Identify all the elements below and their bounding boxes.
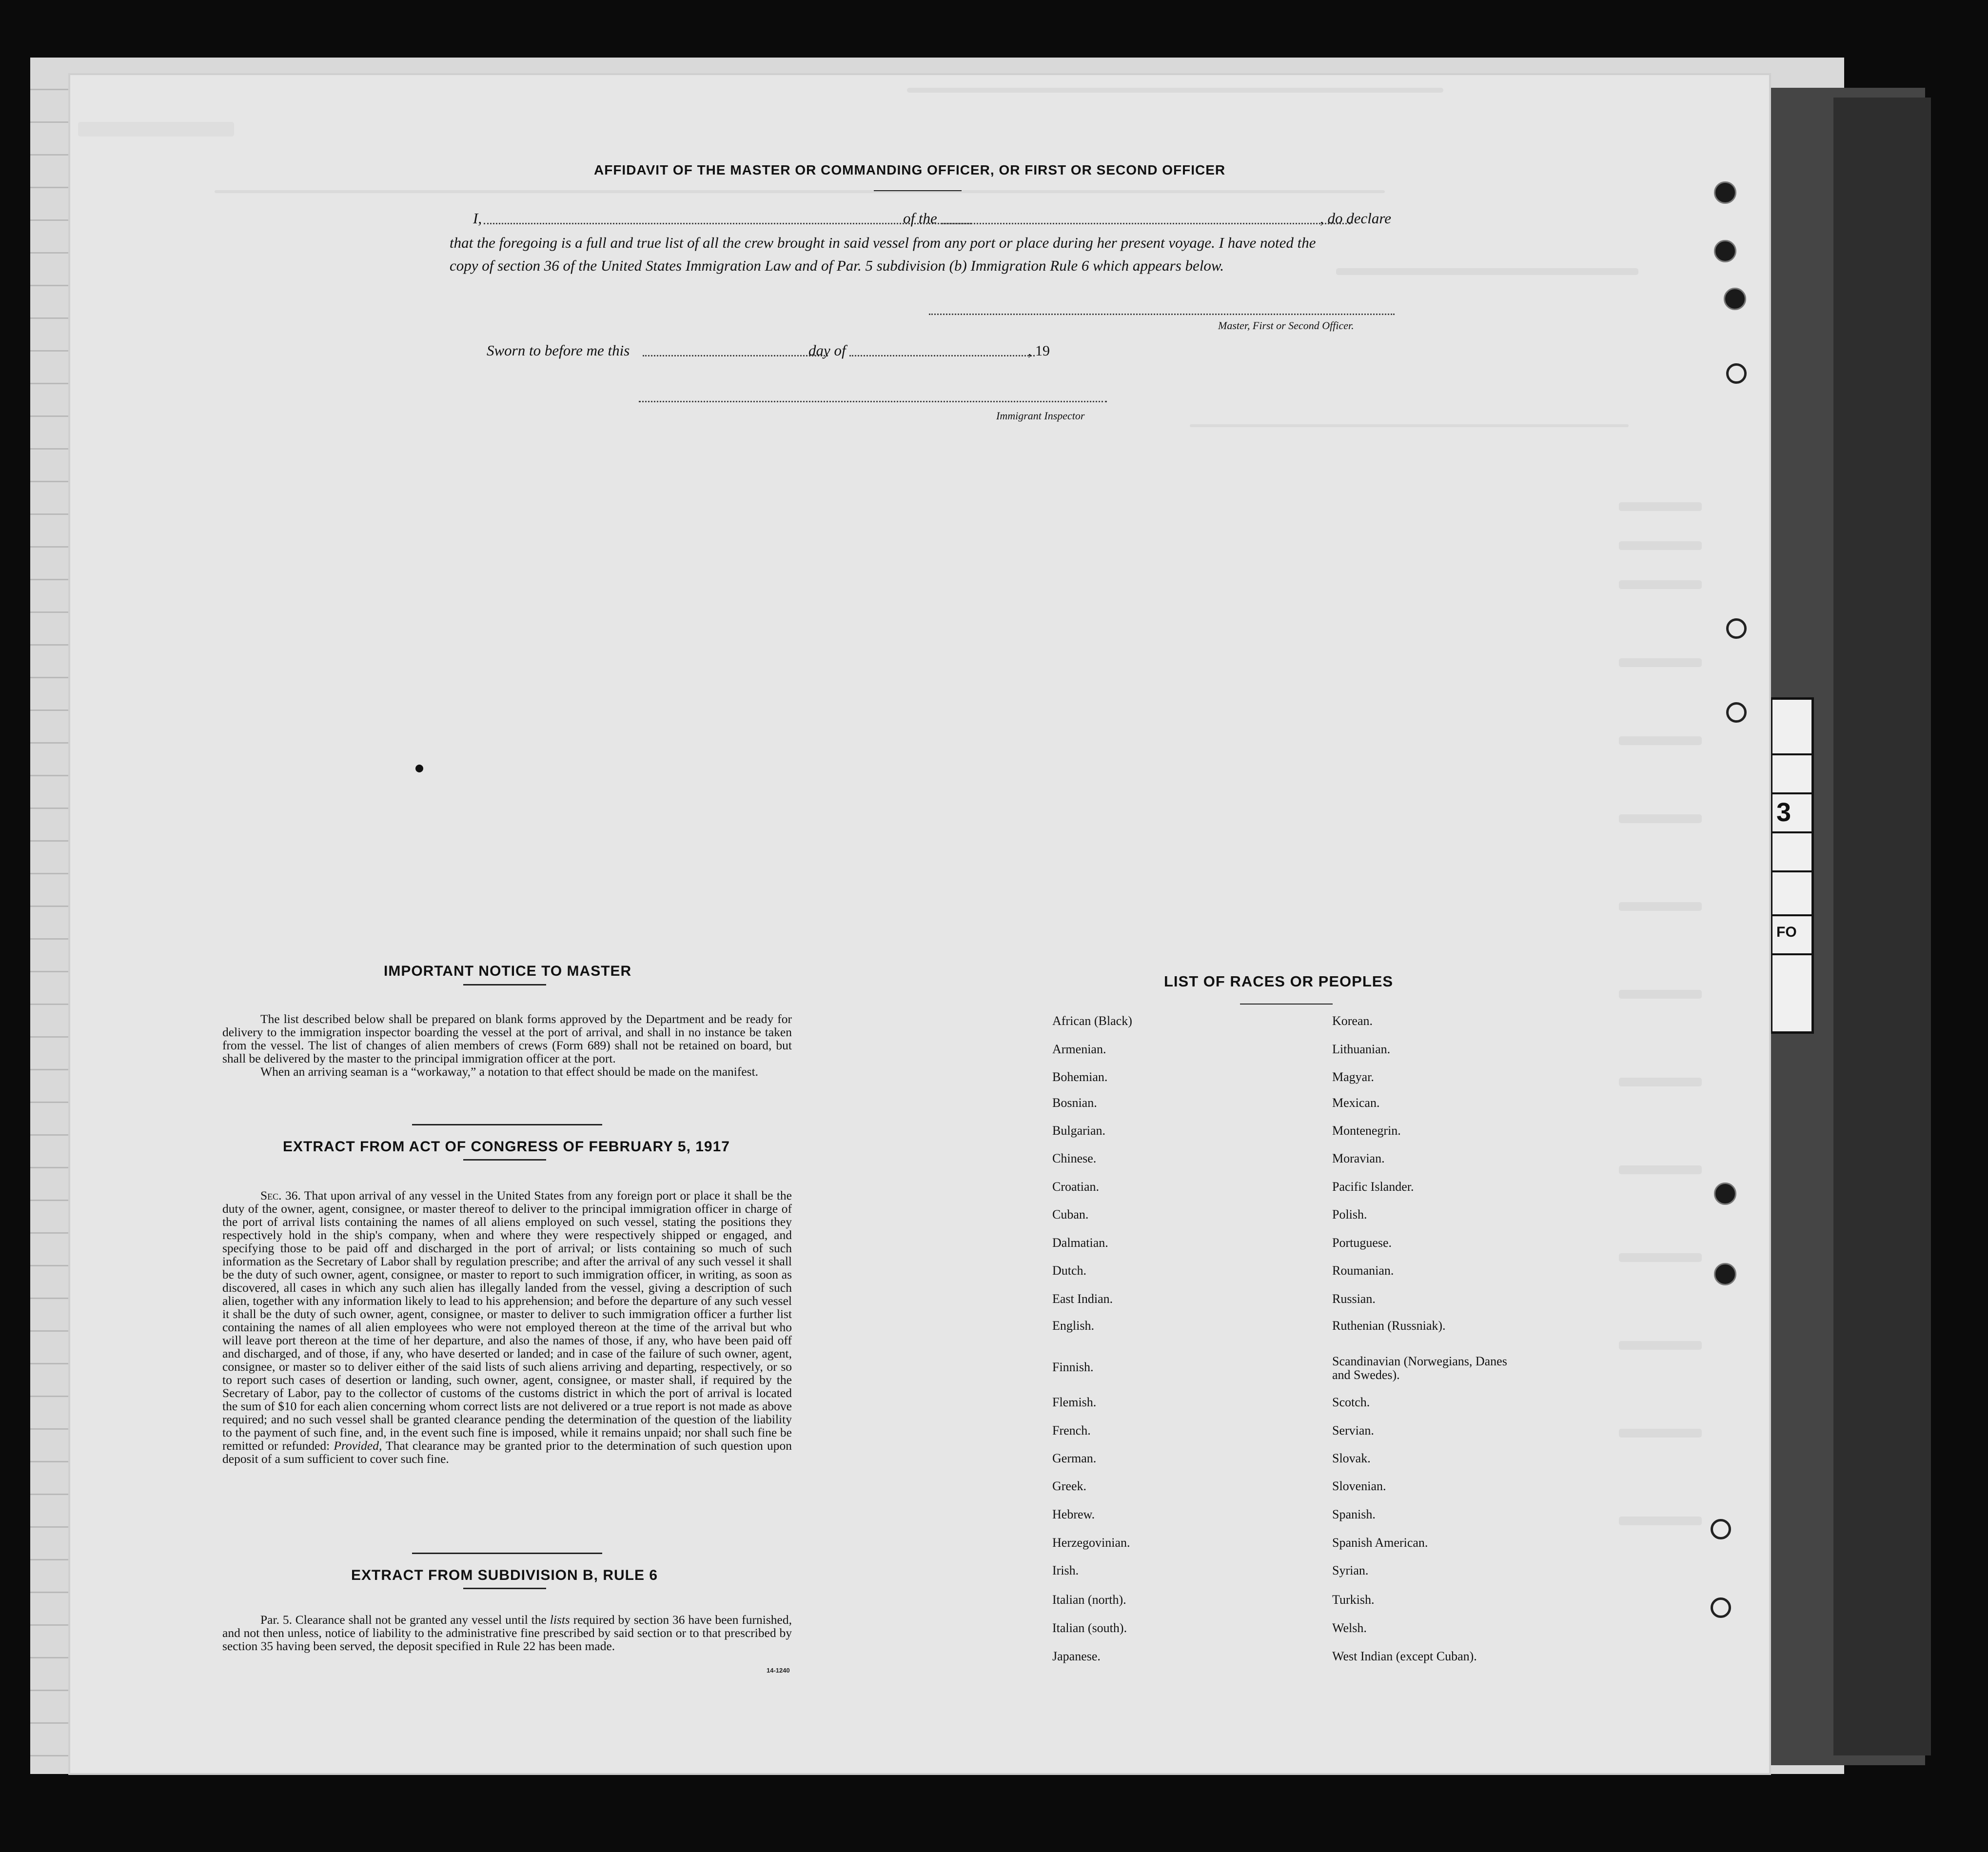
- race-entry: Greek.: [1052, 1479, 1087, 1493]
- race-entry: Bosnian.: [1052, 1096, 1097, 1110]
- race-entry: West Indian (except Cuban).: [1332, 1649, 1477, 1663]
- bleed-through-entry: [1619, 502, 1702, 511]
- master-name-blank[interactable]: [484, 223, 971, 224]
- race-entry: Pacific Islander.: [1332, 1180, 1414, 1194]
- stub-rule: [1772, 792, 1811, 794]
- bleed-through-entry: [1619, 580, 1702, 589]
- officer-signature-caption: Master, First or Second Officer.: [1218, 319, 1354, 332]
- race-entry: Irish.: [1052, 1563, 1079, 1577]
- race-entry: Moravian.: [1332, 1151, 1385, 1165]
- race-entry: Spanish.: [1332, 1507, 1376, 1521]
- race-entry: Italian (south).: [1052, 1621, 1127, 1635]
- race-entry: Welsh.: [1332, 1621, 1367, 1635]
- manifest-back-page: [68, 73, 1771, 1775]
- title-rule: [874, 190, 962, 191]
- race-entry: Spanish American.: [1332, 1536, 1428, 1550]
- race-entry: Roumanian.: [1332, 1263, 1394, 1278]
- race-entry: Dutch.: [1052, 1263, 1087, 1278]
- section-divider: [412, 1553, 602, 1554]
- binder-hole-icon: [1714, 240, 1736, 262]
- stub-rule: [1772, 953, 1811, 955]
- race-entry: Servian.: [1332, 1423, 1374, 1438]
- binder-hole-icon: [1726, 618, 1747, 639]
- race-entry: Bulgarian.: [1052, 1123, 1106, 1138]
- rule6-body: [222, 1613, 792, 1653]
- bleed-through-entry: [1619, 1253, 1702, 1262]
- notice-title: IMPORTANT NOTICE TO MASTER: [384, 963, 632, 979]
- vessel-name-blank[interactable]: [941, 223, 1351, 224]
- notice-paragraph: The list described below shall be prepared on blank forms approved by the Department and be ready for delivery to the immigration inspector boarding the vessel at the port of arrival, and shall in no instance be taken from the vessel. The list of changes of alien members of crews (Form 689) shall not be retained on board, but shall be delivered by the master to the principal immigration officer at the port.: [222, 1012, 792, 1065]
- race-entry: Slovenian.: [1332, 1479, 1386, 1493]
- race-entry: Chinese.: [1052, 1151, 1097, 1165]
- bleed-through-line: [1190, 424, 1629, 427]
- day-of-label: day of: [808, 342, 846, 359]
- bleed-through-entry: [1619, 990, 1702, 999]
- binder-hole-icon: [1711, 1519, 1731, 1539]
- bleed-through-entry: [1619, 541, 1702, 550]
- bleed-through-entry: [1619, 1429, 1702, 1438]
- bleed-through-entry: [1619, 902, 1702, 911]
- sworn-month-blank[interactable]: [849, 355, 1035, 356]
- race-entry: Lithuanian.: [1332, 1042, 1391, 1056]
- act-section-text-end: That clearance may be granted prior to the determination of such question upon deposit of a sum sufficient to cover such fine.: [222, 1438, 792, 1466]
- race-entry: Japanese.: [1052, 1649, 1101, 1663]
- bleed-through-entry: [1619, 1078, 1702, 1086]
- sworn-day-blank[interactable]: [643, 355, 828, 356]
- race-entry: Portuguese.: [1332, 1236, 1392, 1250]
- race-entry: Slovak.: [1332, 1451, 1371, 1465]
- binder-hole-icon: [1724, 288, 1746, 310]
- stub-rule: [1772, 753, 1811, 755]
- notice-paragraph: When an arriving seaman is a “workaway,” a notation to that effect should be made on the manifest.: [260, 1064, 759, 1079]
- race-entry: Herzegovinian.: [1052, 1536, 1130, 1550]
- bleed-through-entry: [1619, 1165, 1702, 1174]
- affidavit-do-declare: , do declare: [1320, 210, 1392, 227]
- rule6-title: EXTRACT FROM SUBDIVISION B, RULE 6: [351, 1567, 658, 1583]
- rule6-lists-word: lists: [550, 1613, 570, 1627]
- race-entry: Hebrew.: [1052, 1507, 1095, 1521]
- act-title: EXTRACT FROM ACT OF CONGRESS OF FEBRUARY 5, 1917: [283, 1139, 730, 1155]
- binder-hole-icon: [1711, 1597, 1731, 1618]
- officer-signature-blank[interactable]: [929, 314, 1395, 315]
- race-entry: Cuban.: [1052, 1207, 1089, 1222]
- act-provided-label: Provided,: [334, 1438, 382, 1453]
- race-entry: Mexican.: [1332, 1096, 1380, 1110]
- rule6-text: Par. 5. Clearance shall not be granted any vessel until the: [260, 1613, 547, 1627]
- title-rule: [1240, 1004, 1333, 1005]
- sworn-label: Sworn to before me this: [487, 342, 630, 359]
- ink-spot: [415, 765, 423, 772]
- title-rule: [463, 1588, 546, 1589]
- binder-hole-icon: [1714, 1263, 1736, 1285]
- races-title: LIST OF RACES OR PEOPLES: [1164, 973, 1394, 990]
- form-number: 14-1240: [767, 1667, 790, 1674]
- race-entry: German.: [1052, 1451, 1097, 1465]
- race-entry: Korean.: [1332, 1014, 1373, 1028]
- bleed-through-entry: [1619, 1517, 1702, 1525]
- race-entry: English.: [1052, 1319, 1094, 1333]
- affidavit-of-the-label: of the: [903, 210, 937, 227]
- year-prefix: , 19: [1028, 343, 1050, 359]
- pencil-smudge: [78, 122, 234, 137]
- race-entry: East Indian.: [1052, 1292, 1113, 1306]
- binder-hole-icon: [1714, 1182, 1736, 1205]
- section-divider: [412, 1124, 602, 1125]
- race-entry: Scotch.: [1332, 1395, 1370, 1409]
- binder-hole-icon: [1726, 363, 1747, 384]
- race-entry: French.: [1052, 1423, 1091, 1438]
- race-entry: Ruthenian (Russniak).: [1332, 1319, 1446, 1333]
- bleed-through-entry: [1619, 658, 1702, 667]
- race-entry: Magyar.: [1332, 1070, 1374, 1084]
- rule6-text-end: required by section 36 have been furnished, and not then unless, notice of liability to the administrative fine prescribed by said section or to that prescribed by section 35 having been served, the deposit specified in Rule 22 has been made.: [222, 1613, 792, 1653]
- race-entry: Scandinavian (Norwegians, Danes and Swedes).: [1332, 1354, 1507, 1382]
- act-section-text: That upon arrival of any vessel in the United States from any foreign port or place it shall be the duty of the owner, agent, consignee, or master thereof to deliver to the principal immigration officer in charge of the port of arrival lists containing the names of all aliens employed on such vessel, stating the positions they respectively hold in the ship's company, when and where they were respectively shipped or engaged, and specifying those to be paid off and discharged in the port of arrival; or lists containing so much of such information as the Secretary of Labor shall by regulation prescribe; and after the arrival of any such vessel it shall be the duty of such owner, agent, consignee, or master to report to such immigration officer, in writing, as soon as discovered, all cases in which any such alien has illegally landed from the vessel, giving a description of such alien, together with any information likely to lead to his apprehension; and before the departure of any such vessel it shall be the duty of such owner, agent, consignee, or master to deliver to such immigration officer a further list containing the names of all alien employees who were not employed thereon at the time of the arrival but who will leave port thereon at the time of her departure, and also the names of those, if any, who have been paid off and discharged, and of those, if any, who have deserted or landed; and in case of the failure of such owner, agent, consignee, or master so to deliver either of the said lists of such aliens arriving and departing, respectively, or so to report such cases of desertion or landing, such owner, agent, consignee, or master shall, if required by the Secretary of Labor, pay to the collector of customs of the customs district in which the port of arrival is located the sum of $10 for each alien concerning whom correct lists are not delivered or a true report is not made as above required; and no such vessel shall be granted clearance pending the determination of the question of the liability to the payment of such fine, and, in the event such fine is imposed, while it remains unpaid; nor shall such fine be remitted or refunded:: [222, 1188, 792, 1453]
- race-entry: Italian (north).: [1052, 1593, 1126, 1607]
- stub-rule: [1772, 831, 1811, 833]
- title-rule: [463, 984, 546, 985]
- affidavit-line-1: that the foregoing is a full and true list of all the crew brought in said vessel from any port or place during her present voyage. I have noted the: [450, 234, 1316, 251]
- notice-body: [222, 1012, 792, 1078]
- ledger-stub-tab: [1770, 697, 1814, 1034]
- binder-hole-icon: [1714, 181, 1736, 204]
- race-entry: African (Black): [1052, 1014, 1132, 1028]
- stub-mark-handwritten: 3: [1776, 798, 1791, 827]
- stub-mark-label: FO: [1776, 924, 1797, 940]
- bleed-through-heading: [907, 88, 1443, 93]
- race-entry: Turkish.: [1332, 1593, 1375, 1607]
- bleed-through-line: [1336, 268, 1638, 275]
- stub-rule: [1772, 870, 1811, 872]
- race-entry: Montenegrin.: [1332, 1123, 1401, 1138]
- bleed-through-line: [215, 190, 1385, 193]
- affidavit-title: AFFIDAVIT OF THE MASTER OR COMMANDING OFFICER, OR FIRST OR SECOND OFFICER: [594, 162, 1226, 177]
- race-entry: Dalmatian.: [1052, 1236, 1108, 1250]
- race-entry: Bohemian.: [1052, 1070, 1108, 1084]
- page-edge-shadow-dark: [1833, 98, 1931, 1755]
- race-entry: Flemish.: [1052, 1395, 1097, 1409]
- bleed-through-entry: [1619, 1341, 1702, 1350]
- bleed-through-entry: [1619, 814, 1702, 823]
- inspector-signature-blank[interactable]: [639, 401, 1107, 402]
- race-entry: Croatian.: [1052, 1180, 1100, 1194]
- race-entry: Russian.: [1332, 1292, 1376, 1306]
- binder-hole-icon: [1726, 702, 1747, 723]
- race-entry: Finnish.: [1052, 1360, 1094, 1374]
- race-entry: Polish.: [1332, 1207, 1367, 1222]
- affidavit-line-2: copy of section 36 of the United States Immigration Law and of Par. 5 subdivision (b) Immigration Rule 6 which appears below.: [450, 257, 1224, 274]
- affidavit-i-label: I,: [473, 210, 482, 227]
- inspector-signature-caption: Immigrant Inspector: [996, 410, 1085, 422]
- stub-rule: [1772, 914, 1811, 916]
- bleed-through-entry: [1619, 736, 1702, 745]
- race-entry: Syrian.: [1332, 1563, 1369, 1577]
- title-rule: [463, 1159, 546, 1161]
- act-section-label: Sec. 36.: [260, 1188, 301, 1202]
- act-section-36-body: [222, 1189, 792, 1465]
- race-entry: Armenian.: [1052, 1042, 1106, 1056]
